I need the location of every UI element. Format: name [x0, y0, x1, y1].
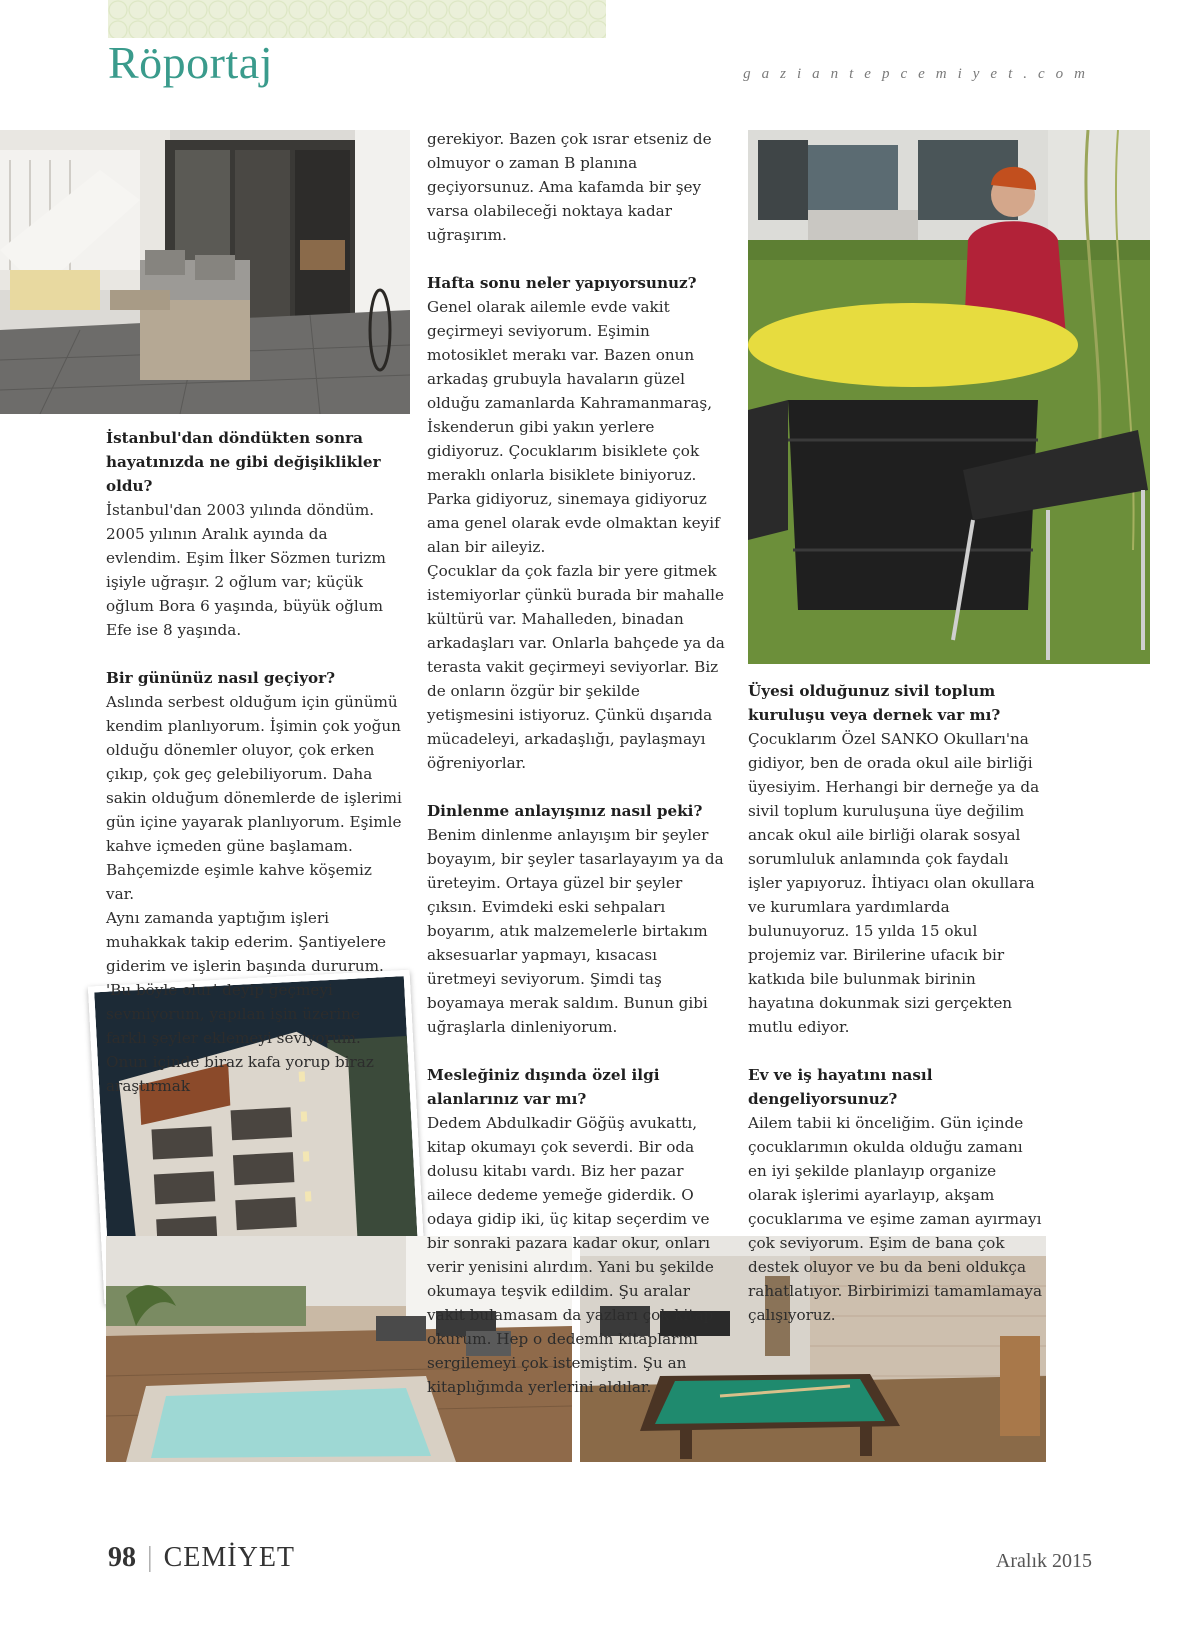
footer-separator: |	[147, 1542, 153, 1573]
garden-portrait-photo	[748, 130, 1150, 664]
column-2	[427, 127, 725, 1423]
website-url: gaziantepcemiyet.com	[743, 66, 1096, 82]
question-interests: Mesleğiniz dışında özel ilgi alanlarınız var mı?	[427, 1066, 660, 1108]
answer-interests: Dedem Abdulkadir Göğüş avukattı, kitap okumayı çok severdi. Bir oda dolusu kitabı vardı. Biz her pazar ailece dedeme yemeğe giderdik. O odaya gidip iki, üç kitap seçerdim ve bir sonraki pazara kadar okur, onları verir yenisini alırdım. Yani bu şekilde okumaya teşvik edildim. Şu aralar vakit bulamasam da yazları çok kitap okurum. Hep o dedemin kitaplarını sergilemeyi çok istemiştim. Şu an kitaplığımda yerlerini aldılar.	[427, 1114, 714, 1396]
answer-daily-routine-part1: Aslında serbest olduğum için günümü kendim planlıyorum. İşimin çok yoğun olduğu dönemler oluyor, çok erken çıkıp, çok geç gelebiliyorum. Daha sakin olduğum dönemlerde de işlerimi gün içine yayarak planlıyorum. Eşimle kahve içmeden güne başlamam. Bahçemizde eşimle kahve köşemiz var.	[106, 693, 402, 903]
answer-changes-after-istanbul: İstanbul'dan 2003 yılında döndüm. 2005 yılının Aralık ayında da evlendim. Eşim İlker Sözmen turizm işiyle uğraşır. 2 oğlum var; küçük oğlum Bora 6 yaşında, büyük oğlum Efe ise 8 yaşında.	[106, 501, 386, 639]
question-work-life-balance: Ev ve iş hayatını nasıl dengeliyorsunuz?	[748, 1066, 933, 1108]
question-civil-society: Üyesi olduğunuz sivil toplum kuruluşu veya dernek var mı?	[748, 682, 1001, 724]
issue-date: Aralık 2015	[995, 1550, 1092, 1572]
column-1	[106, 426, 404, 1098]
answer-daily-routine-part3: gerekiyor. Bazen çok ısrar etseniz de olmuyor o zaman B planına geçiyorsunuz. Ama kafamda bir şey varsa olabileceği noktaya kadar uğraşırım.	[427, 130, 712, 244]
question-relaxation: Dinlenme anlayışınız nasıl peki?	[427, 802, 703, 820]
answer-weekend-part2: Çocuklar da çok fazla bir yere gitmek istemiyorlar çünkü burada bir mahalle kültürü var. Mahalleden, binadan arkadaşları var. Onlarla bahçede ya da terasta vakit geçirmeyi seviyorlar. Biz de onların özgür bir şekilde yetişmesini istiyoruz. Çünkü dışarıda mücadeleyi, arkadaşlığı, paylaşmayı öğreniyorlar.	[427, 562, 725, 772]
answer-weekend-part1: Genel olarak ailemle evde vakit geçirmeyi seviyorum. Eşimin motosiklet merakı var. Bazen onun arkadaş grubuyla havaların güzel olduğu zamanlarda Kahramanmaraş, İskenderun gibi yakın yerlere gidiyoruz. Çocuklarım bisiklete çok meraklı onlarla bisiklete biniyoruz. Parka gidiyoruz, sinemaya gidiyoruz ama genel olarak evde olmaktan keyif alan bir aileyiz.	[427, 298, 720, 556]
footer-left	[108, 1542, 295, 1574]
column-3	[748, 679, 1046, 1351]
question-weekend: Hafta sonu neler yapıyorsunuz?	[427, 274, 697, 292]
header-pattern	[108, 0, 606, 38]
answer-work-life-balance: Ailem tabii ki önceliğim. Gün içinde çocuklarımın okulda olduğu zamanı en iyi şekilde planlayıp organize olarak işlerimi ayarlayıp, akşam çocuklarıma ve eşime zaman ayırmayı çok seviyorum. Eşim de bana çok destek oluyor ve bu da beni oldukça rahatlatıyor. Birbirimizi tamamlamaya çalışıyoruz.	[748, 1114, 1043, 1324]
question-changes-after-istanbul: İstanbul'dan döndükten sonra hayatınızda ne gibi değişiklikler oldu?	[106, 429, 381, 495]
answer-relaxation: Benim dinlenme anlayışım bir şeyler boyayım, bir şeyler tasarlayayım ya da üreteyim. Ortaya güzel bir şeyler çıksın. Evimdeki eski sehpaları boyarım, atık malzemelerle birtakım aksesuarlar yapmayı, kısacası üretmeyi seviyorum. Şimdi taş boyamaya merak saldım. Bunun gibi uğraşlarla dinleniyorum.	[427, 826, 724, 1036]
answer-daily-routine-part2: Aynı zamanda yaptığım işleri muhakkak takip ederim. Şantiyelere giderim ve işlerin başında dururum. 'Bu böyle olur' deyip geçmeyi sevmiyorum, yapılan işin üzerine farklı şeyler eklemeyi seviyorum. Onun içinde biraz kafa yorup biraz araştırmak	[106, 909, 387, 1095]
terrace-photo	[0, 130, 410, 414]
page-number: 98	[108, 1542, 136, 1573]
magazine-name: CEMİYET	[163, 1542, 296, 1573]
section-title: Röportaj	[108, 37, 273, 88]
answer-civil-society: Çocuklarım Özel SANKO Okulları'na gidiyor, ben de orada okul aile birliği üyesiyim. Herhangi bir derneğe ya da sivil toplum kuruluşuna üye değilim ancak okul aile birliği olarak sosyal sorumluluk anlamında çok faydalı işler yapıyoruz. İhtiyacı olan okullara ve kurumlara yardımlarda bulunuyoruz. 15 yılda 15 okul projemiz var. Birilerine ufacık bir katkıda bile bulunmak birinin hayatına dokunmak sizi gerçekten mutlu ediyor.	[748, 730, 1040, 1036]
question-daily-routine: Bir gününüz nasıl geçiyor?	[106, 669, 336, 687]
